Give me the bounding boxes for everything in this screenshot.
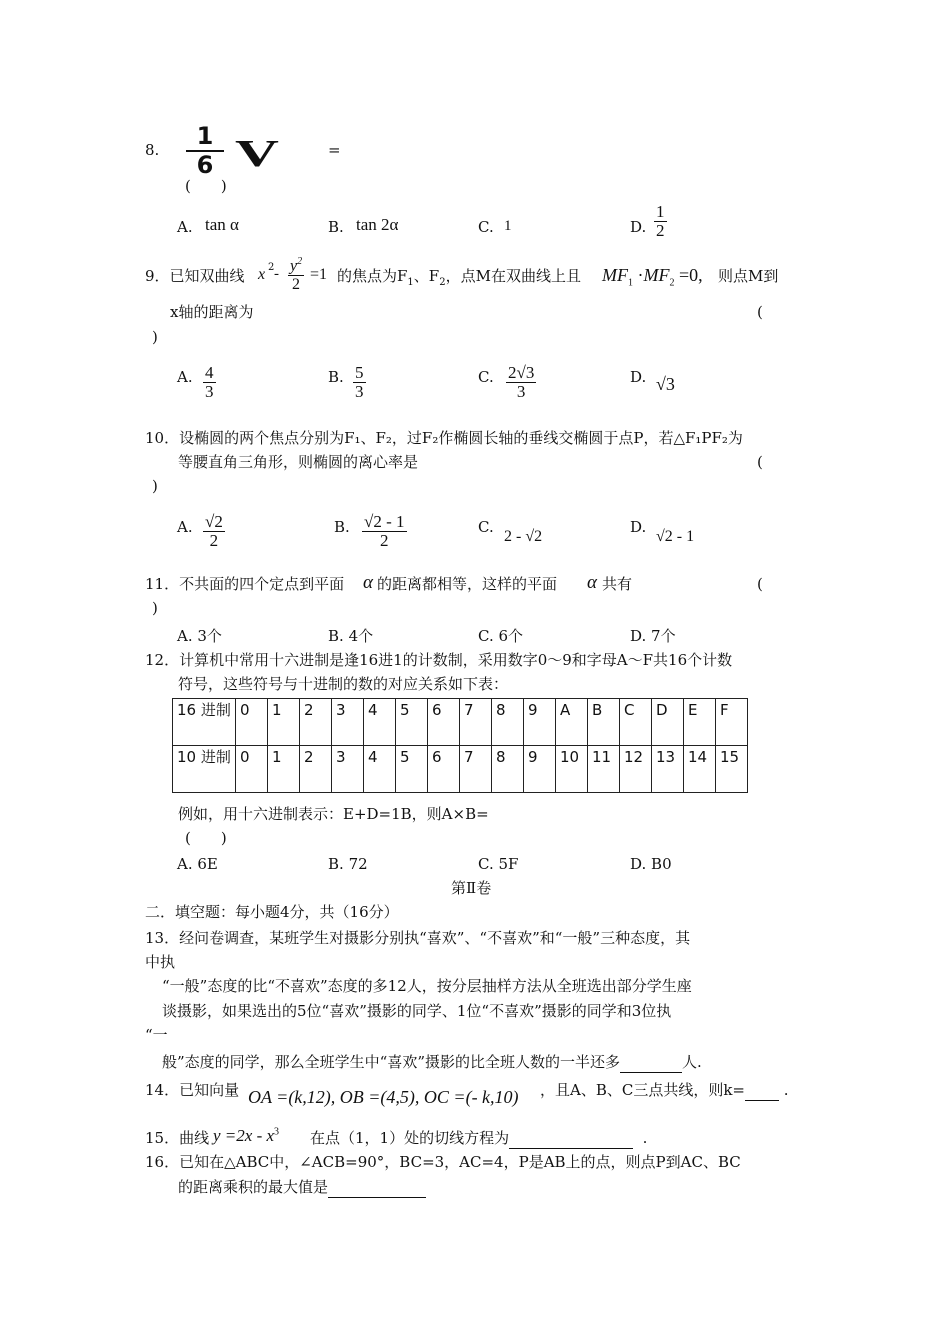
table-header-hex: 16 进制: [173, 699, 236, 746]
q9-y-fraction: [288, 253, 304, 294]
q12-option-b: [328, 854, 368, 874]
q10-option-a-num: √2: [205, 512, 223, 531]
table-cell: 6: [428, 746, 460, 793]
q9-option-c-den: 3: [506, 382, 536, 401]
hex-decimal-table: [172, 698, 748, 793]
q11-option-d-label: D.: [630, 627, 647, 645]
q12-option-d-label: D.: [630, 855, 647, 873]
q8-option-b-value: tan 2α: [356, 215, 399, 234]
q8-number: 8.: [145, 141, 160, 159]
q13-line6-end: 人.: [682, 1053, 702, 1071]
q11-option-a-value: 3个: [197, 627, 222, 645]
table-cell: 2: [300, 746, 332, 793]
q10-option-b-num: √2 - 1: [364, 512, 405, 531]
q11-paren-open: (: [757, 575, 763, 593]
q9-option-b-label: B.: [328, 368, 344, 386]
q16-line2-text: 的距离乘积的最大值是: [178, 1178, 329, 1196]
q9-option-a-fraction: [203, 364, 216, 401]
q12-option-c-label: C.: [478, 855, 494, 873]
q15-end: .: [642, 1129, 648, 1147]
q14-end: .: [783, 1081, 789, 1099]
q8-answer-paren: ( ): [185, 177, 227, 195]
q9-paren-close: ): [152, 328, 158, 346]
table-header-decimal: 10 进制: [173, 746, 236, 793]
q11-paren-close: ): [152, 599, 158, 617]
q14-vector-expr: OA =(k,12), OB =(4,5), OC =(- k,10): [248, 1087, 519, 1107]
q13-line1: 13．经问卷调查，某班学生对摄影分别执“喜欢”、“不喜欢”和“一般”三种态度，其: [145, 929, 691, 947]
table-cell: 3: [332, 699, 364, 746]
q14-answer-blank[interactable]: [745, 1080, 779, 1101]
table-cell: 1: [268, 699, 300, 746]
q11-option-c-value: 6个: [498, 627, 524, 645]
table-cell: 0: [236, 746, 268, 793]
q12-text-line1: 12．计算机中常用十六进制是逢16进1的计数制，采用数字0～9和字母A～F共16个计数: [145, 651, 733, 669]
q14-post: [540, 1080, 789, 1101]
q11-text-c: 共有: [602, 575, 633, 593]
table-cell: E: [684, 699, 716, 746]
q15-expr-main: y =2x - x: [213, 1126, 275, 1145]
q9-mf-expr: $MF_1 \cdot MF_2 =0$,: [602, 265, 703, 289]
fill-in-section-title: 二．填空题：每小题4分，共（16分）: [145, 903, 399, 921]
table-cell: 7: [460, 746, 492, 793]
q9-y-num: $y^2$: [288, 253, 304, 276]
table-cell: 7: [460, 699, 492, 746]
q16-answer-blank[interactable]: [328, 1177, 426, 1198]
q10-option-a-den: 2: [209, 531, 219, 550]
q8-fraction-image: [186, 122, 224, 179]
q9-option-b-num: 5: [355, 363, 364, 382]
table-cell: 6: [428, 699, 460, 746]
q10-text-line1: 10．设椭圆的两个焦点分别为F₁、F₂，过F₂作椭圆长轴的垂线交椭圆于点P，若△F₁PF₂为: [145, 429, 743, 447]
part-2-title: 第Ⅱ卷: [451, 879, 492, 897]
q11-option-b-label: B.: [328, 627, 344, 645]
q10-paren-close: ): [152, 477, 158, 495]
table-cell: A: [556, 699, 588, 746]
q14-post-text: ，且A、B、C三点共线，则k=: [540, 1081, 745, 1099]
table-cell: C: [620, 699, 652, 746]
q10-paren-open: (: [757, 453, 763, 471]
q15-pre: 15．曲线: [145, 1129, 210, 1147]
table-cell: B: [588, 699, 620, 746]
q8-v-glyph: V: [235, 133, 279, 175]
q8-option-d-den: 2: [656, 221, 665, 240]
table-cell: 10: [556, 746, 588, 793]
q9-focus-f2: 、F: [413, 267, 440, 285]
table-row-hex: [173, 699, 748, 746]
q8-option-a-value: tan α: [205, 215, 239, 234]
q11-option-d: [630, 626, 676, 646]
q9-x-sup: 2: [268, 262, 275, 273]
q10-option-c-value: 2 - √2: [504, 528, 543, 545]
table-cell: 4: [364, 699, 396, 746]
q9-mf1: MF: [602, 265, 628, 285]
table-cell: 9: [524, 699, 556, 746]
q11-option-c-label: C.: [478, 627, 494, 645]
q8-option-c-value: 1: [504, 218, 512, 234]
table-cell: 3: [332, 746, 364, 793]
table-cell: 9: [524, 746, 556, 793]
table-cell: 14: [684, 746, 716, 793]
q9-text-b: 的焦点为$F_1$、$F_2$，点M在双曲线上且: [337, 267, 581, 288]
q9-option-b-den: 3: [355, 382, 364, 401]
q10-option-b-fraction: [362, 513, 407, 550]
q9-option-c-fraction: [506, 364, 536, 401]
q16-line2: [178, 1177, 426, 1198]
table-cell: 13: [652, 746, 684, 793]
table-cell: F: [716, 699, 748, 746]
q15-post-text: 在点（1，1）处的切线方程为: [310, 1129, 510, 1147]
table-cell: 8: [492, 699, 524, 746]
q13-line6: [162, 1052, 702, 1073]
q8-option-d-fraction: [654, 203, 667, 240]
q11-option-a: [177, 626, 222, 646]
q11-option-b-value: 4个: [348, 627, 374, 645]
q11-text-a: 11．不共面的四个定点到平面: [145, 575, 345, 593]
q9-option-d-label: D.: [630, 368, 647, 386]
q13-line3: “一般”态度的比“不喜欢”态度的多12人，按分层抽样方法从全班选出部分学生座: [162, 977, 692, 995]
q10-option-a-label: A.: [177, 518, 193, 536]
q9-y: y: [290, 257, 298, 275]
q9-x: x: [258, 266, 266, 283]
q8-frac-num: 1: [196, 122, 214, 150]
q8-frac-den: 6: [196, 151, 214, 179]
q12-option-b-label: B.: [328, 855, 344, 873]
q13-line4: 谈摄影，如果选出的5位“喜欢”摄影的同学、1位“不喜欢”摄影的同学和3位执: [162, 1002, 672, 1020]
q9-y-den: 2: [292, 276, 301, 294]
q12-text-line2: 符号，这些符号与十进制的数的对应关系如下表：: [178, 675, 509, 693]
q11-option-c: [478, 626, 523, 646]
q13-line6-text: 般”态度的同学，那么全班学生中“喜欢”摄影的比全班人数的一半还多: [162, 1053, 621, 1071]
table-cell: 11: [588, 746, 620, 793]
table-cell: D: [652, 699, 684, 746]
q13-line5: “一: [145, 1026, 168, 1044]
q10-text-line2: 等腰直角三角形，则椭圆的离心率是: [178, 453, 419, 471]
q12-option-a-label: A.: [177, 855, 193, 873]
q9-option-c-label: C.: [478, 368, 494, 386]
q9-eq1: =1: [310, 266, 328, 283]
q12-example: 例如，用十六进制表示：E+D=1B，则A×B=: [178, 805, 489, 823]
q10-option-a-fraction: [203, 513, 225, 550]
table-cell: 5: [396, 699, 428, 746]
q9-focus-f1: 的焦点为F: [337, 267, 408, 285]
table-cell: 1: [268, 746, 300, 793]
q9-eq0: =0,: [674, 265, 703, 285]
q13-answer-blank[interactable]: [620, 1052, 682, 1073]
q12-option-c-value: 5F: [498, 855, 519, 873]
q12-option-b-value: 72: [348, 855, 368, 873]
table-cell: 2: [300, 699, 332, 746]
q11-option-b: [328, 626, 373, 646]
q9-mf2: MF: [643, 265, 670, 285]
q10-option-b-label: B.: [334, 518, 350, 536]
q16-line1: 16．已知在△ABC中，∠ACB=90°，BC=3，AC=4，P是AB上的点，则点P到AC、BC: [145, 1153, 741, 1171]
q8-option-c-label: C.: [478, 218, 494, 236]
q8-option-b-label: B.: [328, 218, 344, 236]
q11-option-a-label: A.: [177, 627, 193, 645]
q12-answer-paren: ( ): [185, 829, 227, 847]
table-cell: 12: [620, 746, 652, 793]
q12-option-c: [478, 854, 518, 874]
q15-answer-blank[interactable]: [509, 1128, 633, 1149]
q10-option-c-label: C.: [478, 518, 494, 536]
q9-option-b-fraction: [353, 364, 366, 401]
q13-line2: 中执: [145, 953, 176, 971]
q12-option-d: [630, 854, 672, 874]
q9-text-e: 则点M到: [718, 267, 779, 285]
q14-pre: 14．已知向量: [145, 1081, 240, 1099]
hex-table: [172, 698, 748, 793]
q10-option-b-den: 2: [380, 531, 389, 550]
q15-post: [310, 1128, 647, 1149]
table-cell: 4: [364, 746, 396, 793]
table-cell: 8: [492, 746, 524, 793]
q9-dot: ·: [633, 265, 644, 285]
q9-option-d-value: √3: [656, 374, 675, 394]
q9-minus: -: [274, 266, 279, 282]
q9-option-c-num: 2√3: [508, 363, 535, 382]
table-cell: 0: [236, 699, 268, 746]
q12-option-d-value: B0: [651, 855, 672, 873]
q8-option-d-num: 1: [656, 202, 665, 221]
q11-text-b: 的距离都相等，这样的平面: [377, 575, 558, 593]
q9-text-line2: x轴的距离为: [170, 303, 254, 321]
q11-option-d-value: 7个: [651, 627, 676, 645]
q10-option-d-value: √2 - 1: [656, 528, 695, 545]
q9-text-d: ，点M在双曲线上且: [445, 267, 581, 285]
q12-option-a-value: 6E: [197, 855, 218, 873]
q12-option-a: [177, 854, 218, 874]
table-cell: 15: [716, 746, 748, 793]
q11-alpha-2: α: [587, 572, 597, 593]
q8-equals: =: [328, 141, 341, 159]
q9-option-a-den: 3: [205, 382, 214, 401]
q10-option-d-label: D.: [630, 518, 647, 536]
q15-expr-sup: 3: [274, 1126, 280, 1138]
table-row-decimal: [173, 746, 748, 793]
q9-paren-open: (: [757, 303, 763, 321]
q9-option-a-num: 4: [205, 363, 214, 382]
q11-alpha-1: α: [363, 572, 373, 593]
q8-option-a-label: A.: [177, 218, 193, 236]
table-cell: 5: [396, 746, 428, 793]
q15-expr: [213, 1126, 279, 1146]
q8-option-d-label: D.: [630, 218, 647, 236]
q9-option-a-label: A.: [177, 368, 193, 386]
q9-text-a: 9．已知双曲线: [145, 267, 245, 285]
